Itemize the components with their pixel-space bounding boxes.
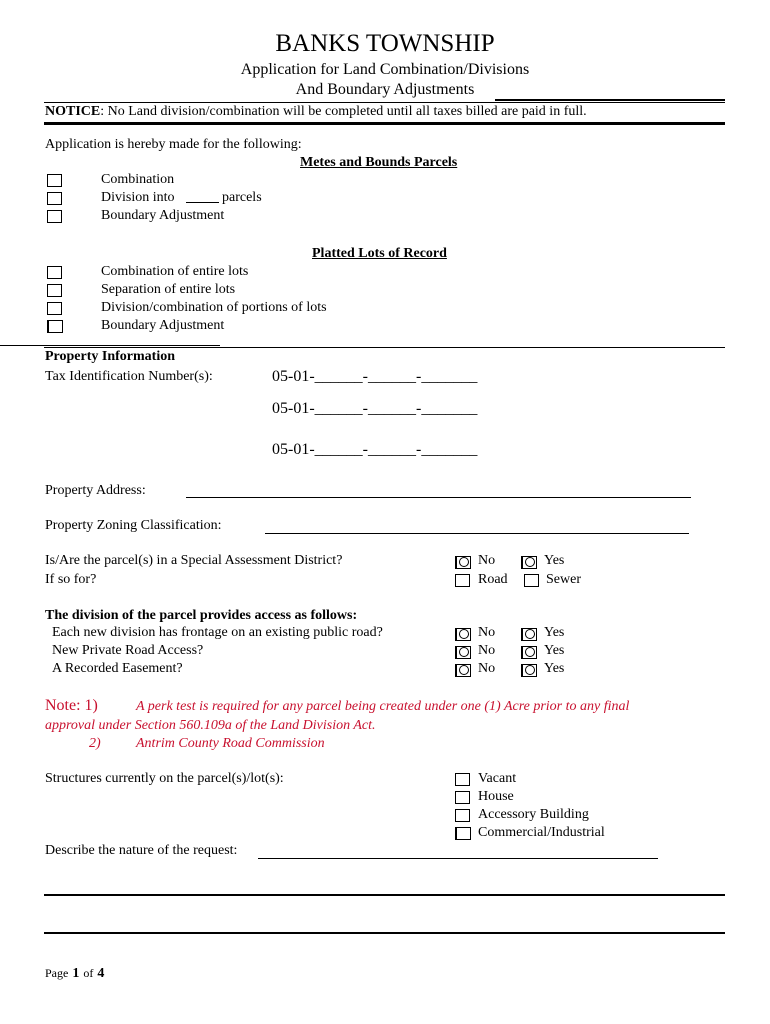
access-2-yes-label: Yes: [544, 643, 565, 658]
option-combination: Combination: [101, 172, 175, 187]
option-platted-boundary-adjustment: Boundary Adjustment: [101, 318, 225, 333]
option-division-into: Division into: [101, 190, 175, 205]
assessment-sewer-checkbox[interactable]: [524, 574, 539, 587]
notice-text: : No Land division/combination will be completed until all taxes billed are paid in full.: [100, 104, 587, 119]
zoning-label: Property Zoning Classification:: [45, 518, 222, 533]
request-field-line1[interactable]: [258, 858, 658, 859]
access-3-yes-label: Yes: [544, 661, 565, 676]
page-word: Page: [45, 966, 69, 980]
notice-label: NOTICE: [45, 104, 101, 119]
access-question-1: Each new division has frontage on an existing public road?: [52, 625, 383, 640]
checkbox-separation-entire-lots[interactable]: [47, 284, 62, 297]
structure-accessory-building: Accessory Building: [478, 807, 589, 822]
checkbox-division-portions[interactable]: [47, 302, 62, 315]
note-line1: A perk test is required for any parcel being created under one (1) Acre prior to any final: [136, 699, 630, 714]
assessment-road-label: Road: [478, 572, 508, 587]
access-3-no-radio[interactable]: [455, 664, 471, 677]
request-field-line3[interactable]: [44, 932, 725, 934]
section-rule-left: [0, 345, 220, 346]
zoning-field[interactable]: [265, 533, 689, 534]
assessment-yes-radio[interactable]: [521, 556, 537, 569]
intro-text: Application is hereby made for the following:: [45, 137, 302, 152]
structure-vacant: Vacant: [478, 771, 517, 786]
access-heading: The division of the parcel provides access as follows:: [45, 608, 358, 623]
checkbox-combination[interactable]: [47, 174, 62, 187]
option-boundary-adjustment: Boundary Adjustment: [101, 208, 225, 223]
assessment-no-label: No: [478, 553, 496, 568]
checkbox-house[interactable]: [455, 791, 470, 804]
structures-label: Structures currently on the parcel(s)/lot(s):: [45, 771, 284, 786]
page-current: 1: [72, 966, 80, 981]
checkbox-vacant[interactable]: [455, 773, 470, 786]
access-3-no-label: No: [478, 661, 496, 676]
checkbox-division[interactable]: [47, 192, 62, 205]
assessment-no-radio[interactable]: [455, 556, 471, 569]
note-item2-text: Antrim County Road Commission: [136, 736, 325, 751]
access-1-yes-label: Yes: [544, 625, 565, 640]
assessment-road-checkbox[interactable]: [455, 574, 470, 587]
access-3-yes-radio[interactable]: [521, 664, 537, 677]
note-item2-num: 2): [89, 736, 101, 751]
notice: [45, 104, 587, 120]
tax-id-field-2[interactable]: 05-01-______-______-_______: [272, 400, 478, 417]
assessment-question: Is/Are the parcel(s) in a Special Assessment District?: [45, 553, 343, 568]
assessment-yes-label: Yes: [544, 553, 565, 568]
tax-id-field-1[interactable]: 05-01-______-______-_______: [272, 368, 478, 385]
option-division-portions: Division/combination of portions of lots: [101, 300, 327, 315]
section-rule-property: [44, 347, 725, 348]
page-subtitle-line2: And Boundary Adjustments: [295, 81, 475, 98]
property-heading: Property Information: [45, 349, 175, 364]
page-number: [45, 964, 104, 982]
tax-id-field-3[interactable]: 05-01-______-______-_______: [272, 441, 478, 458]
page-total: 4: [97, 966, 105, 981]
note-line2: approval under Section 560.109a of the Land Division Act.: [45, 718, 376, 733]
platted-heading: Platted Lots of Record: [312, 246, 447, 261]
tax-id-label: Tax Identification Number(s):: [45, 369, 213, 384]
checkbox-commercial-industrial[interactable]: [455, 827, 471, 840]
of-word: of: [83, 966, 94, 980]
metes-heading: Metes and Bounds Parcels: [300, 155, 458, 170]
access-2-yes-radio[interactable]: [521, 646, 537, 659]
checkbox-accessory-building[interactable]: [455, 809, 470, 822]
checkbox-platted-boundary-adjustment[interactable]: [47, 320, 63, 333]
access-1-no-radio[interactable]: [455, 628, 471, 641]
note-label: Note: 1): [45, 697, 98, 714]
header-rule-right: [495, 99, 725, 101]
structure-house: House: [478, 789, 514, 804]
checkbox-boundary-adjustment[interactable]: [47, 210, 62, 223]
page-title: BANKS TOWNSHIP: [275, 30, 495, 57]
structure-commercial-industrial: Commercial/Industrial: [478, 825, 605, 840]
notice-bottom-rule: [44, 122, 725, 125]
option-combination-entire-lots: Combination of entire lots: [101, 264, 249, 279]
request-field-line2[interactable]: [44, 894, 725, 896]
property-address-label: Property Address:: [45, 483, 146, 498]
assessment-followup: If so for?: [45, 572, 97, 587]
access-2-no-label: No: [478, 643, 496, 658]
access-2-no-radio[interactable]: [455, 646, 471, 659]
option-separation-entire-lots: Separation of entire lots: [101, 282, 236, 297]
access-question-3: A Recorded Easement?: [52, 661, 183, 676]
request-label: Describe the nature of the request:: [45, 843, 238, 858]
access-question-2: New Private Road Access?: [52, 643, 204, 658]
assessment-sewer-label: Sewer: [546, 572, 581, 587]
checkbox-combination-entire-lots[interactable]: [47, 266, 62, 279]
division-count-field[interactable]: [186, 202, 219, 203]
property-address-field[interactable]: [186, 497, 691, 498]
access-1-no-label: No: [478, 625, 496, 640]
notice-top-rule: [44, 102, 725, 103]
option-parcels: parcels: [222, 190, 262, 205]
access-1-yes-radio[interactable]: [521, 628, 537, 641]
page-subtitle-line1: Application for Land Combination/Divisions: [240, 61, 530, 78]
